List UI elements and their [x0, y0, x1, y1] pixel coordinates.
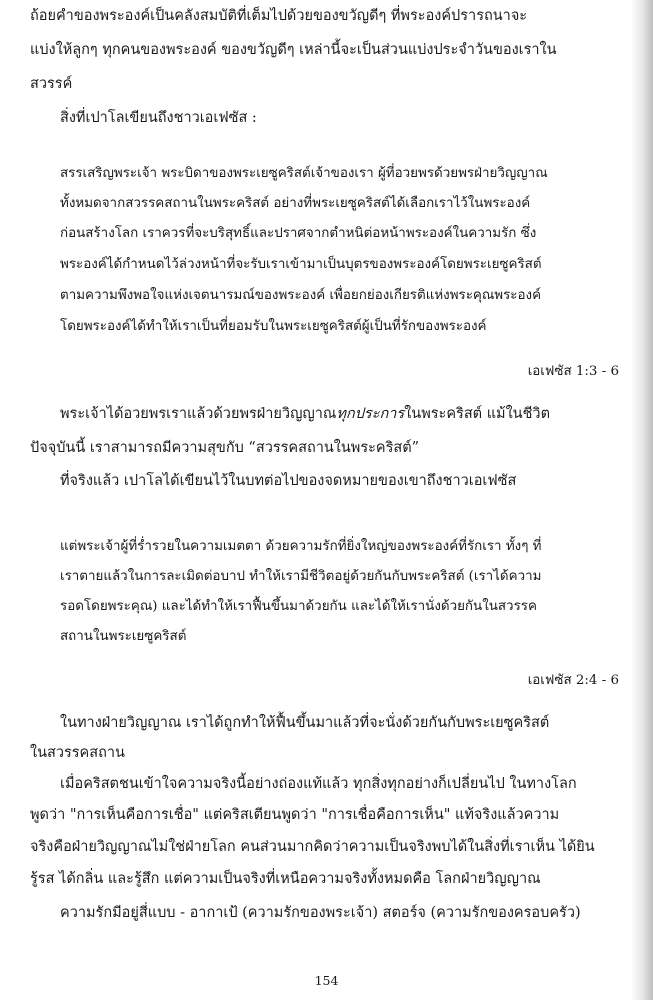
quote-line: รอดโดยพระคุณ) และได้ทำให้เราฟื้นขึ้นมาด้วยกัน และได้ให้เรานั่งด้วยกันในสวรรค [60, 599, 537, 614]
text-run: พระเจ้าได้อวยพรเราแล้วด้วยพรฝ่ายวิญญาณ [60, 406, 337, 422]
quote-line: สรรเสริญพระเจ้า พระบิดาของพระเยซูคริสต์เจ้าของเรา ผู้ที่อวยพรด้วยพรฝ่ายวิญญาณ [60, 166, 548, 181]
paragraph-line: สิ่งที่เปาโลเขียนถึงชาวเอเฟซัส : [60, 110, 257, 126]
paragraph-line: ในทางฝ่ายวิญญาณ เราได้ถูกทำให้ฟื้นขึ้นมาแล้วที่จะนั่งด้วยกันกับพระเยซูคริสต์ [60, 715, 550, 731]
quote-line: เราตายแล้วในการละเมิดต่อบาป ทำให้เรามีชีวิตอยู่ด้วยกันกับพระคริสต์ (เราได้ความ [60, 569, 542, 584]
paragraph-line: ที่จริงแล้ว เปาโลได้เขียนไว้ในบทต่อไปของจดหมายของเขาถึงชาวเอเฟซัส [60, 473, 517, 489]
paragraph-line: สวรรค์ [30, 76, 73, 92]
paragraph-line: พูดว่า "การเห็นคือการเชื่อ" แต่คริสเตียนพูดว่า "การเชื่อคือการเห็น" แท้จริงแล้วความ [30, 807, 560, 823]
paragraph-line: รู้รส ได้กลิ่น และรู้สึก แต่ความเป็นจริงที่เหนือความจริงทั้งหมดคือ โลกฝ่ายวิญญาณ [30, 871, 541, 887]
italic-emphasis: ทุกประการ [336, 406, 405, 422]
paragraph-line: ความรักมีอยู่สี่แบบ - อากาเป้ (ความรักของพระเจ้า) สตอร์จ (ความรักของครอบครัว) [60, 905, 581, 921]
page-number: 154 [314, 973, 339, 988]
quote-line: โดยพระองค์ได้ทำให้เราเป็นที่ยอมรับในพระเยซูคริสต์ผู้เป็นที่รักของพระองค์ [60, 319, 487, 334]
quote-line: ตามความพึงพอใจแห่งเจตนารมณ์ของพระองค์ เพื่อยกย่องเกียรติแห่งพระคุณพระองค์ [60, 288, 542, 303]
text-run: ในพระคริสต์ แม้ในชีวิต [404, 406, 550, 422]
quote-line: สถานในพระเยซูคริสต์ [60, 629, 187, 644]
scripture-reference: เอเฟซัส 1:3 - 6 [527, 364, 619, 380]
quote-line: ทั้งหมดจากสวรรคสถานในพระคริสต์ อย่างที่พระเยซูคริสต์ได้เลือกเราไว้ในพระองค์ [60, 196, 531, 211]
paragraph-line: ในสวรรคสถาน [30, 745, 125, 761]
paragraph-line: ถ้อยคำของพระองค์เป็นคลังสมบัติที่เต็มไปด้วยของขวัญดีๆ ที่พระองค์ปรารถนาจะ [30, 8, 528, 24]
quote-line: พระองค์ได้กำหนดไว้ล่วงหน้าที่จะรับเราเข้ามาเป็นบุตรของพระองค์โดยพระเยซูคริสต์ [60, 257, 542, 272]
paragraph-line: จริงคือฝ่ายวิญญาณไม่ใช่ฝ่ายโลก คนส่วนมากคิดว่าความเป็นจริงพบได้ในสิ่งที่เราเห็น ได้ยิน [30, 839, 595, 855]
quote-line: แต่พระเจ้าผู้ที่ร่ำรวยในความเมตตา ด้วยความรักที่ยิ่งใหญ่ของพระองค์ที่รักเรา ทั้งๆ ที่ [60, 539, 542, 554]
paragraph-line: แบ่งให้ลูกๆ ทุกคนของพระองค์ ของขวัญดีๆ เหล่านี้จะเป็นส่วนแบ่งประจำวันของเราใน [30, 42, 557, 58]
paragraph-line: ปัจจุบันนี้ เราสามารถมีความสุขกับ “สวรรคสถานในพระคริสต์” [30, 440, 420, 456]
scan-edge-shadow [631, 0, 653, 1000]
paragraph-line: เมื่อคริสตชนเข้าใจความจริงนี้อย่างถ่องแท้แล้ว ทุกสิ่งทุกอย่างก็เปลี่ยนไป ในทางโลก [60, 776, 577, 792]
quote-line: ก่อนสร้างโลก เราควรที่จะบริสุทธิ์และปราศจากตำหนิต่อหน้าพระองค์ในความรัก ซึ่ง [60, 226, 537, 241]
scripture-reference: เอเฟซัส 2:4 - 6 [527, 673, 619, 689]
paragraph-line [60, 404, 550, 424]
